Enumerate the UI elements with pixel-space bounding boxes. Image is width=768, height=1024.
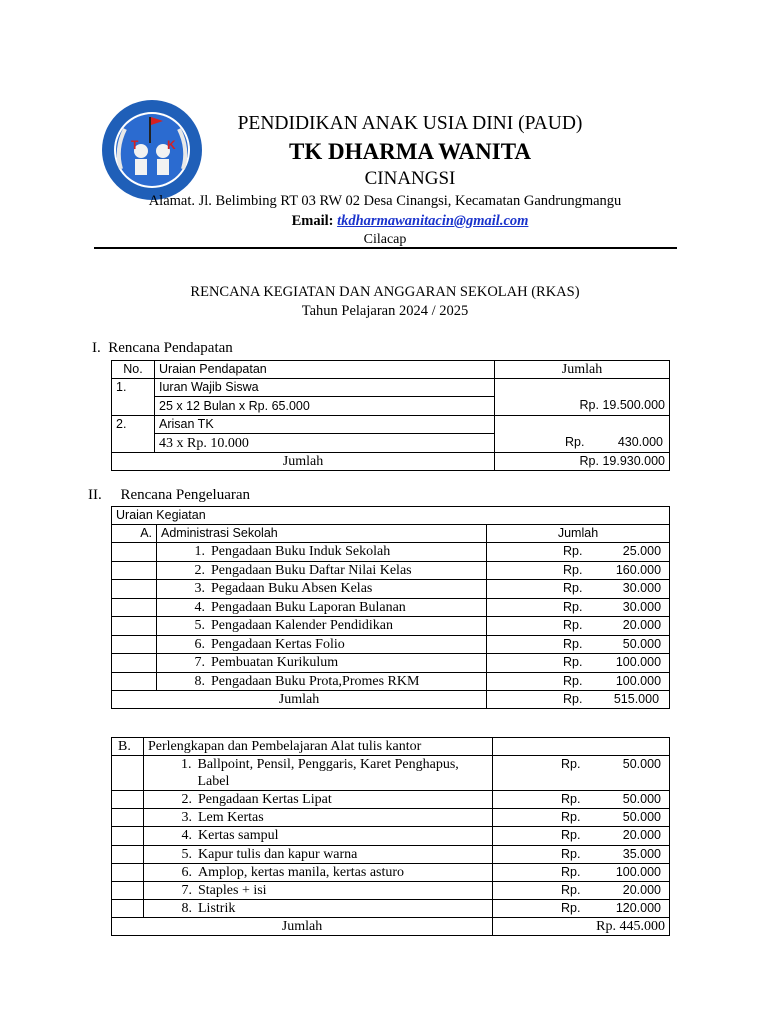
header-location: CINANGSI [364,168,456,189]
table-row [112,361,670,379]
item-spacer [112,881,144,899]
list-item [112,654,670,673]
table-row [112,525,670,543]
list-item [112,900,670,918]
item-spacer [112,791,144,809]
row-no-empty [112,434,155,453]
list-item [112,791,670,809]
item-text: Pengadaan Buku Induk Sekolah [211,544,391,560]
item-number: 8. [194,673,205,689]
item-currency: Rp. [561,901,581,916]
item-spacer [112,654,157,673]
item-number: 1. [181,757,192,772]
item-spacer [112,672,157,691]
item-value: 20.000 [622,883,661,898]
table-row [112,507,670,525]
item-currency: Rp. [561,792,581,807]
list-item [112,756,670,791]
item-amount [493,809,670,827]
logo-letter: T [131,138,139,152]
table-row [112,691,670,709]
item-number: 5. [181,846,192,862]
item-spacer [112,543,157,562]
item-number: 6. [194,636,205,652]
item-amount [493,845,670,863]
expense-heading: II. Rencana Pengeluaran [88,487,251,503]
item-value: 50.000 [622,636,662,651]
item-number: 3. [194,581,205,597]
col-header-amount: Jumlah [487,525,670,543]
item-spacer [112,580,157,599]
item-description [157,635,487,654]
row-desc: Iuran Wajib Siswa [155,379,495,397]
row-amount: Rp. 430.000 [495,434,670,453]
section-label: B. [112,738,144,756]
school-name: TK DHARMA WANITA [289,139,531,164]
document-title: RENCANA KEGIATAN DAN ANGGARAN SEKOLAH (RKAS) [190,284,580,300]
row-amount-empty [495,416,670,434]
address: Alamat. Jl. Belimbing RT 03 RW 02 Desa Cinangsi, Kecamatan Gandrungmangu [148,193,622,209]
item-amount [493,863,670,881]
item-description [144,827,493,845]
row-detail: 43 x Rp. 10.000 [155,434,495,453]
list-item [112,561,670,580]
item-description [144,900,493,918]
col-header-amount: Jumlah [495,361,670,379]
item-spacer [112,900,144,918]
list-item [112,672,670,691]
item-spacer [112,617,157,636]
item-description [144,791,493,809]
total-amount: Rp. 515.000 [487,691,670,709]
item-spacer [112,827,144,845]
item-text: Pengadaan Buku Daftar Nilai Kelas [211,562,412,578]
row-no-empty [112,397,155,416]
item-amount [487,561,670,580]
table-row [112,434,670,453]
item-amount [487,617,670,636]
income-heading: I. Rencana Pendapatan [92,340,233,356]
item-amount [493,900,670,918]
col-header-no: No. [112,361,155,379]
total-amount: Rp. 445.000 [493,918,670,936]
item-amount [487,598,670,617]
item-value: 100.000 [615,864,661,879]
item-value: 50.000 [622,792,661,807]
item-value: 20.000 [622,828,661,843]
item-spacer [112,635,157,654]
list-item [112,845,670,863]
item-text: Pegadaan Buku Absen Kelas [211,581,373,597]
item-number: 1. [194,544,205,560]
table-row [112,453,670,471]
section-title: Administrasi Sekolah [157,525,487,543]
item-number: 2. [181,792,192,808]
table-row [112,918,670,936]
list-item [112,881,670,899]
section-amount-empty [493,738,670,756]
expense-table-a [111,506,670,709]
item-currency: Rp. [563,618,583,633]
item-currency: Rp. [561,757,581,771]
item-amount [493,756,670,791]
section-title: Perlengkapan dan Pembelajaran Alat tulis kantor [144,738,493,756]
item-number: 5. [194,618,205,634]
item-text: Pengadaan Kertas Lipat [198,792,332,808]
col-header-desc: Uraian Pendapatan [155,361,495,379]
item-text: Pengadaan Buku Prota,Promes RKM [211,673,420,689]
item-spacer [112,863,144,881]
item-currency: Rp. [563,673,583,688]
item-number: 4. [194,599,205,615]
item-text: Pengadaan Buku Laporan Bulanan [211,599,406,615]
item-description [157,580,487,599]
item-spacer [112,809,144,827]
section-label: A. [112,525,157,543]
item-spacer [112,756,144,791]
item-description [157,654,487,673]
row-no: 2. [112,416,155,434]
item-amount [487,580,670,599]
item-value: 50.000 [622,757,661,771]
item-number: 6. [181,864,192,880]
item-text: Kapur tulis dan kapur warna [198,846,358,862]
table-row [112,416,670,434]
row-detail: 25 x 12 Bulan x Rp. 65.000 [155,397,495,416]
item-number: 3. [181,810,192,826]
email-line [150,213,670,230]
list-item [112,580,670,599]
item-amount [493,881,670,899]
item-currency: Rp. [561,810,581,825]
list-item [112,598,670,617]
item-text: Amplop, kertas manila, kertas asturo [198,864,405,880]
item-spacer [112,561,157,580]
item-description [157,561,487,580]
item-description [144,809,493,827]
item-value: 30.000 [622,581,662,596]
item-value: 25.000 [622,544,662,559]
row-desc: Arisan TK [155,416,495,434]
item-description [144,863,493,881]
item-text: Listrik [198,901,236,917]
item-text: Pembuatan Kurikulum [211,655,339,671]
row-amount-empty [495,379,670,397]
item-amount [493,791,670,809]
item-text: Staples + isi [198,883,267,899]
total-label: Jumlah [112,918,493,936]
email-label: Email: [291,213,338,229]
item-currency: Rp. [561,846,581,861]
item-currency: Rp. [563,562,583,577]
item-currency: Rp. [563,636,583,651]
item-value: 120.000 [615,901,661,916]
email-link[interactable]: tkdharmawanitacin@gmail.com [337,213,529,229]
list-item [112,863,670,881]
row-no: 1. [112,379,155,397]
row-amount: Rp. 19.500.000 [495,397,670,416]
income-table [111,360,670,471]
item-currency: Rp. [561,883,581,898]
item-text: Ballpoint, Pensil, Penggaris, Karet Penghapus, Label [197,757,459,789]
item-value: 35.000 [622,846,661,861]
total-label: Jumlah [112,453,495,471]
item-amount [487,672,670,691]
list-item [112,543,670,562]
total-label: Jumlah [112,691,487,709]
item-currency: Rp. [563,544,583,559]
table-row [112,738,670,756]
item-currency: Rp. [563,599,583,614]
table-row [112,379,670,397]
item-number: 7. [181,883,192,899]
logo-letter: K [167,138,176,152]
item-text: Kertas sampul [198,828,279,844]
item-description [144,881,493,899]
item-amount [493,827,670,845]
city: Cilacap [363,232,407,247]
item-currency: Rp. [561,828,581,843]
document-year: Tahun Pelajaran 2024 / 2025 [301,303,469,319]
item-description [157,617,487,636]
item-description [144,845,493,863]
item-value: 160.000 [615,562,662,577]
total-amount: Rp. 19.930.000 [495,453,670,471]
item-currency: Rp. [563,581,583,596]
item-description [157,598,487,617]
item-value: 100.000 [615,673,662,688]
item-amount [487,654,670,673]
item-value: 100.000 [615,655,662,670]
list-item [112,809,670,827]
header-line-1: PENDIDIKAN ANAK USIA DINI (PAUD) [237,113,583,134]
item-value: 30.000 [622,599,662,614]
table-row [112,397,670,416]
item-number: 7. [194,655,205,671]
item-value: 50.000 [622,810,661,825]
item-spacer [112,845,144,863]
item-description [157,672,487,691]
item-text: Lem Kertas [198,810,264,826]
item-currency: Rp. [561,864,581,879]
item-number: 4. [181,828,192,844]
list-item [112,635,670,654]
list-item [112,617,670,636]
item-text: Pengadaan Kertas Folio [211,636,345,652]
item-number: 2. [194,562,205,578]
item-spacer [112,598,157,617]
item-value: 20.000 [622,618,662,633]
item-text: Pengadaan Kalender Pendidikan [211,618,393,634]
item-amount [487,543,670,562]
list-item [112,827,670,845]
item-description [157,543,487,562]
item-currency: Rp. [563,655,583,670]
item-amount [487,635,670,654]
expense-table-b [111,737,670,936]
item-number: 8. [181,901,192,917]
item-description [144,756,493,791]
col-header-desc: Uraian Kegiatan [112,507,670,525]
